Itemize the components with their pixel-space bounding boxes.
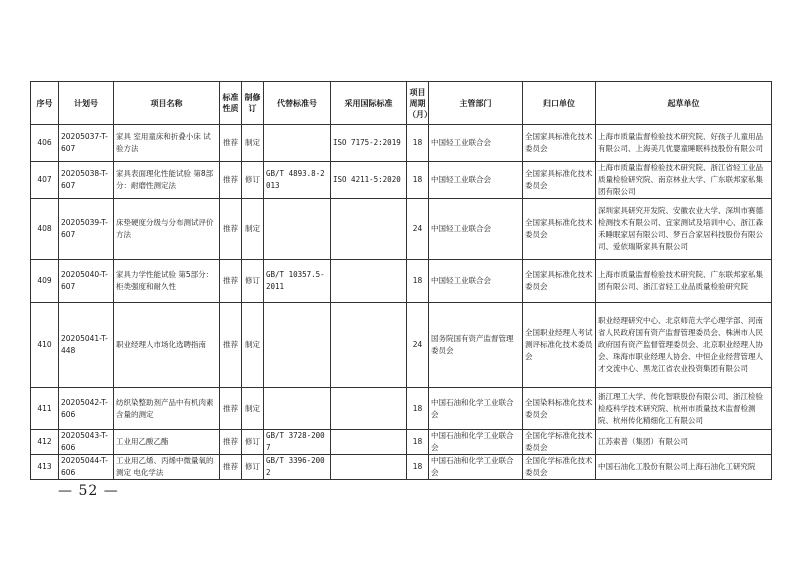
cell-drafter: 职业经理研究中心、北京师范大学心理学部、河南省人民政府国有资产监督管理委员会、株洲市人民政府国有资产监督管理委员会、北京职业经理人协会、珠海市职业经理人协会、中恒企业经营管理人才交流中心、黑龙江省农业投资集团有限公司 [596,303,772,388]
header-drafter: 起草单位 [596,82,772,125]
cell-nature: 推荐 [220,455,242,480]
standards-plan-table [30,81,772,480]
cell-name: 职业经理人市场化选聘指南 [114,303,220,388]
cell-type: 制定 [242,303,264,388]
cell-type: 修订 [242,162,264,199]
cell-type: 制定 [242,199,264,260]
cell-nature: 推荐 [220,162,242,199]
table-row [31,455,772,480]
cell-tc: 全国化学标准化技术委员会 [523,455,596,480]
cell-dept: 中国轻工业联合会 [429,260,523,303]
cell-tc: 全国染料标准化技术委员会 [523,388,596,430]
cell-no: 406 [31,125,59,162]
cell-replace: GB/T 3728-2007 [264,430,331,455]
cell-plan: 20205037-T-607 [59,125,114,162]
cell-type: 制定 [242,388,264,430]
header-plan: 计划号 [59,82,114,125]
table-row [31,199,772,260]
table-row [31,162,772,199]
cell-intl [331,430,407,455]
cell-period: 18 [407,260,429,303]
table-header-row [31,82,772,125]
cell-replace: GB/T 4893.8-2013 [264,162,331,199]
cell-dept: 中国轻工业联合会 [429,125,523,162]
cell-tc: 全国化学标准化技术委员会 [523,430,596,455]
page-number: — 52 — [58,483,119,499]
cell-intl [331,260,407,303]
cell-intl [331,388,407,430]
cell-no: 407 [31,162,59,199]
cell-nature: 推荐 [220,260,242,303]
cell-intl [331,455,407,480]
cell-plan: 20205040-T-607 [59,260,114,303]
header-tc: 归口单位 [523,82,596,125]
cell-plan: 20205042-T-606 [59,388,114,430]
table-row [31,430,772,455]
header-intl: 采用国际标准 [331,82,407,125]
cell-nature: 推荐 [220,388,242,430]
cell-replace: GB/T 3396-2002 [264,455,331,480]
cell-type: 修订 [242,455,264,480]
cell-plan: 20205038-T-607 [59,162,114,199]
cell-dept: 中国石油和化学工业联合会 [429,455,523,480]
header-period: 项目周期（月） [407,82,429,125]
cell-nature: 推荐 [220,199,242,260]
cell-period: 18 [407,162,429,199]
cell-dept: 中国轻工业联合会 [429,199,523,260]
cell-name: 工业用乙烯、丙烯中微量氧的测定 电化学法 [114,455,220,480]
cell-no: 410 [31,303,59,388]
cell-intl [331,303,407,388]
cell-name: 家具表面理化性能试验 第8部分：耐磨性测定法 [114,162,220,199]
cell-period: 24 [407,303,429,388]
cell-drafter: 中国石油化工股份有限公司上海石油化工研究院 [596,455,772,480]
cell-period: 18 [407,388,429,430]
cell-name: 工业用乙酸乙酯 [114,430,220,455]
header-type: 制修订 [242,82,264,125]
cell-intl [331,199,407,260]
cell-period: 24 [407,199,429,260]
cell-drafter: 江苏索普（集团）有限公司 [596,430,772,455]
cell-tc: 全国家具标准化技术委员会 [523,260,596,303]
cell-tc: 全国家具标准化技术委员会 [523,162,596,199]
header-no: 序号 [31,82,59,125]
cell-dept: 中国石油和化学工业联合会 [429,388,523,430]
cell-no: 412 [31,430,59,455]
cell-type: 制定 [242,125,264,162]
cell-intl: ISO 4211-5:2020 [331,162,407,199]
cell-replace [264,199,331,260]
cell-type: 修订 [242,260,264,303]
cell-dept: 中国轻工业联合会 [429,162,523,199]
cell-no: 413 [31,455,59,480]
cell-no: 411 [31,388,59,430]
cell-plan: 20205044-T-606 [59,455,114,480]
cell-tc: 全国家具标准化技术委员会 [523,125,596,162]
cell-replace [264,303,331,388]
cell-name: 纺织染整助剂产品中有机肉素含量的测定 [114,388,220,430]
cell-period: 18 [407,455,429,480]
cell-replace [264,125,331,162]
cell-tc: 全国家具标准化技术委员会 [523,199,596,260]
table-row [31,125,772,162]
cell-name: 家具 室用童床和折叠小床 试验方法 [114,125,220,162]
header-replace: 代替标准号 [264,82,331,125]
table-row [31,260,772,303]
cell-dept: 中国石油和化学工业联合会 [429,430,523,455]
header-dept: 主管部门 [429,82,523,125]
cell-plan: 20205039-T-607 [59,199,114,260]
cell-drafter: 上海市质量监督检验技术研究院、好孩子儿童用品有限公司、上海美几优婴童睡眠科技股份有限公司 [596,125,772,162]
cell-name: 床垫硬度分级与分布测试评价方法 [114,199,220,260]
cell-replace: GB/T 10357.5-2011 [264,260,331,303]
cell-plan: 20205043-T-606 [59,430,114,455]
cell-intl: ISO 7175-2:2019 [331,125,407,162]
cell-dept: 国务院国有资产监督管理委员会 [429,303,523,388]
cell-nature: 推荐 [220,303,242,388]
table-row [31,388,772,430]
cell-drafter: 浙江理工大学、传化智联股份有限公司、浙江检验检疫科学技术研究院、杭州市质量技术监督检测院、杭州传化精细化工有限公司 [596,388,772,430]
cell-nature: 推荐 [220,125,242,162]
cell-no: 409 [31,260,59,303]
cell-period: 18 [407,125,429,162]
cell-plan: 20205041-T-448 [59,303,114,388]
header-name: 项目名称 [114,82,220,125]
table-row [31,303,772,388]
cell-tc: 全国职业经理人考试测评标准化技术委员会 [523,303,596,388]
cell-period: 18 [407,430,429,455]
cell-drafter: 上海市质量监督检验技术研究院、广东联邦家私集团有限公司、浙江省轻工业品质量检验研究院 [596,260,772,303]
header-nature: 标准性质 [220,82,242,125]
cell-drafter: 上海市质量监督检验技术研究院、浙江省轻工业品质量检验研究院、南京林业大学、广东联邦家私集团有限公司 [596,162,772,199]
cell-no: 408 [31,199,59,260]
cell-nature: 推荐 [220,430,242,455]
cell-replace [264,388,331,430]
cell-name: 家具力学性能试验 第5部分：柜类强度和耐久性 [114,260,220,303]
cell-drafter: 深圳家具研究开发院、安徽农业大学、深圳市赛德检测技术有限公司、宜家测试及培训中心、浙江森禾睡眠家居有限公司、梦百合家居科技股份有限公司、爱依瑞斯家具有限公司 [596,199,772,260]
cell-type: 修订 [242,430,264,455]
